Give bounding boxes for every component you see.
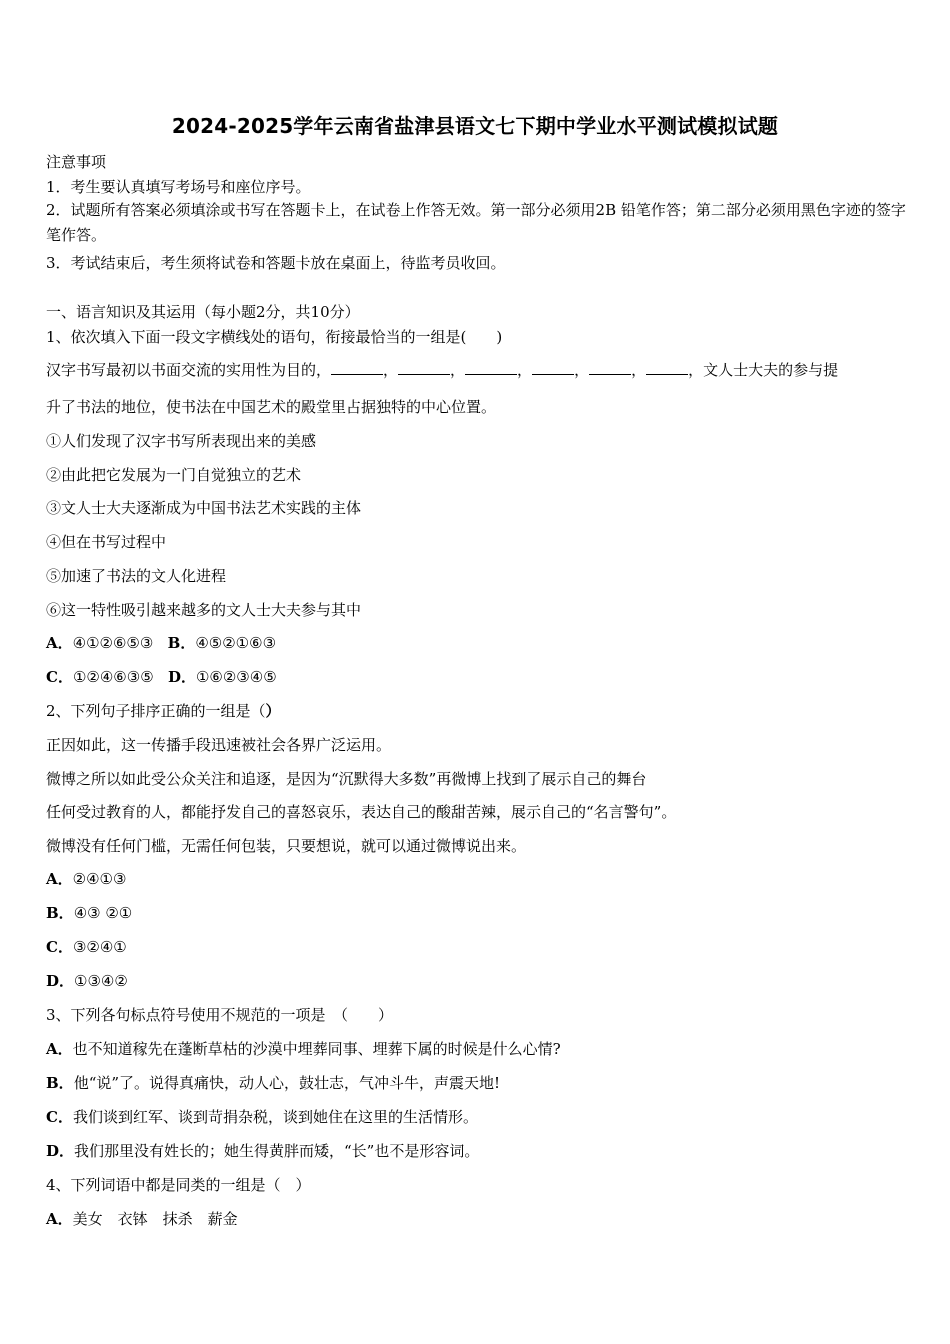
q1-option-a: ④①②⑥⑤③ — [72, 634, 154, 652]
q1-sep-1: ， — [383, 361, 399, 379]
q2-stem-end: ） — [265, 702, 281, 720]
q1-blank-2 — [398, 360, 450, 375]
q3-option-a-text: 也不知道稼先在蓬断草枯的沙漠中埋葬同事、埋葬下属的时候是什么心情? — [72, 1040, 561, 1058]
q1-sep-5: ， — [631, 361, 647, 379]
q1-item-2: ②由此把它发展为一门自觉独立的艺术 — [46, 466, 302, 484]
q1-item-6: ⑥这一特性吸引越来越多的文人士大夫参与其中 — [46, 601, 362, 619]
q2-sentence-3: 任何受过教育的人，都能抒发自己的喜怒哀乐，表达自己的酸甜苦辣，展示自己的“名言警句”。 — [46, 803, 677, 821]
q1-passage-start: 汉字书写最初以书面交流的实用性为目的， — [46, 361, 332, 379]
q1-blank-6 — [646, 360, 688, 375]
q1-passage-line2: 升了书法的地位，使书法在中国艺术的殿堂里占据独特的中心位置。 — [46, 398, 497, 416]
q1-blank-3 — [465, 360, 517, 375]
q1-option-a-letter: A． — [46, 634, 73, 652]
q4-option-a-text: 美女 衣钵 抹杀 薪金 — [72, 1210, 238, 1228]
notice-item-3: 3．考试结束后，考生须将试卷和答题卡放在桌面上，待监考员收回。 — [46, 254, 506, 272]
q1-blank-1 — [331, 360, 383, 375]
q3-option-c-text: 我们谈到红军、谈到苛捐杂税，谈到她住在这里的生活情形。 — [72, 1108, 478, 1126]
q2-sentence-1: 正因如此，这一传播手段迅速被社会各界广泛运用。 — [46, 736, 392, 754]
q1-passage-line1 — [46, 360, 838, 380]
q3-option-d-text: 我们那里没有姓长的；她生得黄胖而矮，“长”也不是形容词。 — [74, 1142, 480, 1160]
q2-option-a — [46, 869, 126, 889]
q1-item-1: ①人们发现了汉字书写所表现出来的美感 — [46, 432, 317, 450]
q2-sentence-2: 微博之所以如此受公众关注和追逐，是因为“沉默得大多数”再微博上找到了展示自己的舞台 — [46, 770, 647, 788]
q3-option-d-letter: D． — [46, 1142, 75, 1160]
q2-option-b-text: ④③ ②① — [73, 904, 133, 922]
q2-option-c-letter: C． — [46, 938, 73, 956]
q2-option-b-letter: B． — [46, 904, 74, 922]
q1-item-3: ③文人士大夫逐渐成为中国书法艺术实践的主体 — [46, 499, 362, 517]
exam-title: 2024-2025学年云南省盐津县语文七下期中学业水平测试模拟试题 — [171, 114, 779, 138]
q1-option-c-letter: C． — [46, 668, 73, 686]
q1-option-d: ①⑥②③④⑤ — [195, 668, 277, 686]
q1-option-b: ④⑤②①⑥③ — [195, 634, 277, 652]
q3-option-b — [46, 1073, 500, 1093]
q3-option-c — [46, 1107, 478, 1127]
q2-option-d — [46, 971, 128, 991]
q1-sep-4: ， — [574, 361, 590, 379]
q2-stem — [46, 701, 281, 721]
q3-option-c-letter: C． — [46, 1108, 73, 1126]
notice-heading: 注意事项 — [46, 153, 107, 171]
q2-stem-main: 2、下列句子排序正确的一组是（ — [46, 702, 266, 720]
q1-sep-2: ， — [450, 361, 466, 379]
notice-item-2: 2．试题所有答案必须填涂或书写在答题卡上，在试卷上作答无效。第一部分必须用2B 铅笔作答；第二部分必须用黑色字迹的签字笔作答。 — [46, 201, 906, 244]
q2-option-c-text: ③②④① — [72, 938, 127, 956]
q1-options-row-2 — [46, 667, 277, 687]
q3-option-a — [46, 1039, 561, 1059]
q1-item-5: ⑤加速了书法的文人化进程 — [46, 567, 227, 585]
q1-stem: 1、依次填入下面一段文字横线处的语句，衔接最恰当的一组是( ) — [46, 328, 503, 346]
q2-option-a-letter: A． — [46, 870, 73, 888]
q1-item-4: ④但在书写过程中 — [46, 533, 167, 551]
q1-passage-tail: ，文人士大夫的参与提 — [688, 361, 839, 379]
section-heading: 一、语言知识及其运用（每小题2分，共10分） — [46, 303, 360, 321]
q1-option-d-letter: D． — [167, 668, 196, 686]
q3-option-d — [46, 1141, 479, 1161]
q2-option-c — [46, 937, 127, 957]
q2-sentence-4: 微博没有任何门槛，无需任何包装，只要想说，就可以通过微博说出来。 — [46, 837, 527, 855]
q3-option-b-text: 他“说”了。说得真痛快，动人心，鼓壮志，气冲斗牛，声震天地! — [73, 1074, 501, 1092]
q1-blank-4 — [532, 360, 574, 375]
q1-sep-3: ， — [517, 361, 533, 379]
notice-item-1: 1．考生要认真填写考场号和座位序号。 — [46, 178, 311, 196]
q4-option-a-letter: A． — [46, 1210, 73, 1228]
q3-option-a-letter: A． — [46, 1040, 73, 1058]
q4-option-a — [46, 1209, 238, 1229]
q4-stem: 4、下列词语中都是同类的一组是（ ） — [46, 1176, 311, 1194]
q2-option-d-letter: D． — [46, 972, 75, 990]
q2-option-a-text: ②④①③ — [72, 870, 127, 888]
q2-option-b — [46, 903, 132, 923]
q1-option-c: ①②④⑥③⑤ — [72, 668, 154, 686]
q2-option-d-text: ①③④② — [74, 972, 128, 990]
q1-option-b-letter: B． — [167, 634, 196, 652]
q1-options-row-1 — [46, 633, 276, 653]
q1-blank-5 — [589, 360, 631, 375]
q3-stem: 3、下列各句标点符号使用不规范的一项是 （ ） — [46, 1006, 394, 1024]
q3-option-b-letter: B． — [46, 1074, 74, 1092]
